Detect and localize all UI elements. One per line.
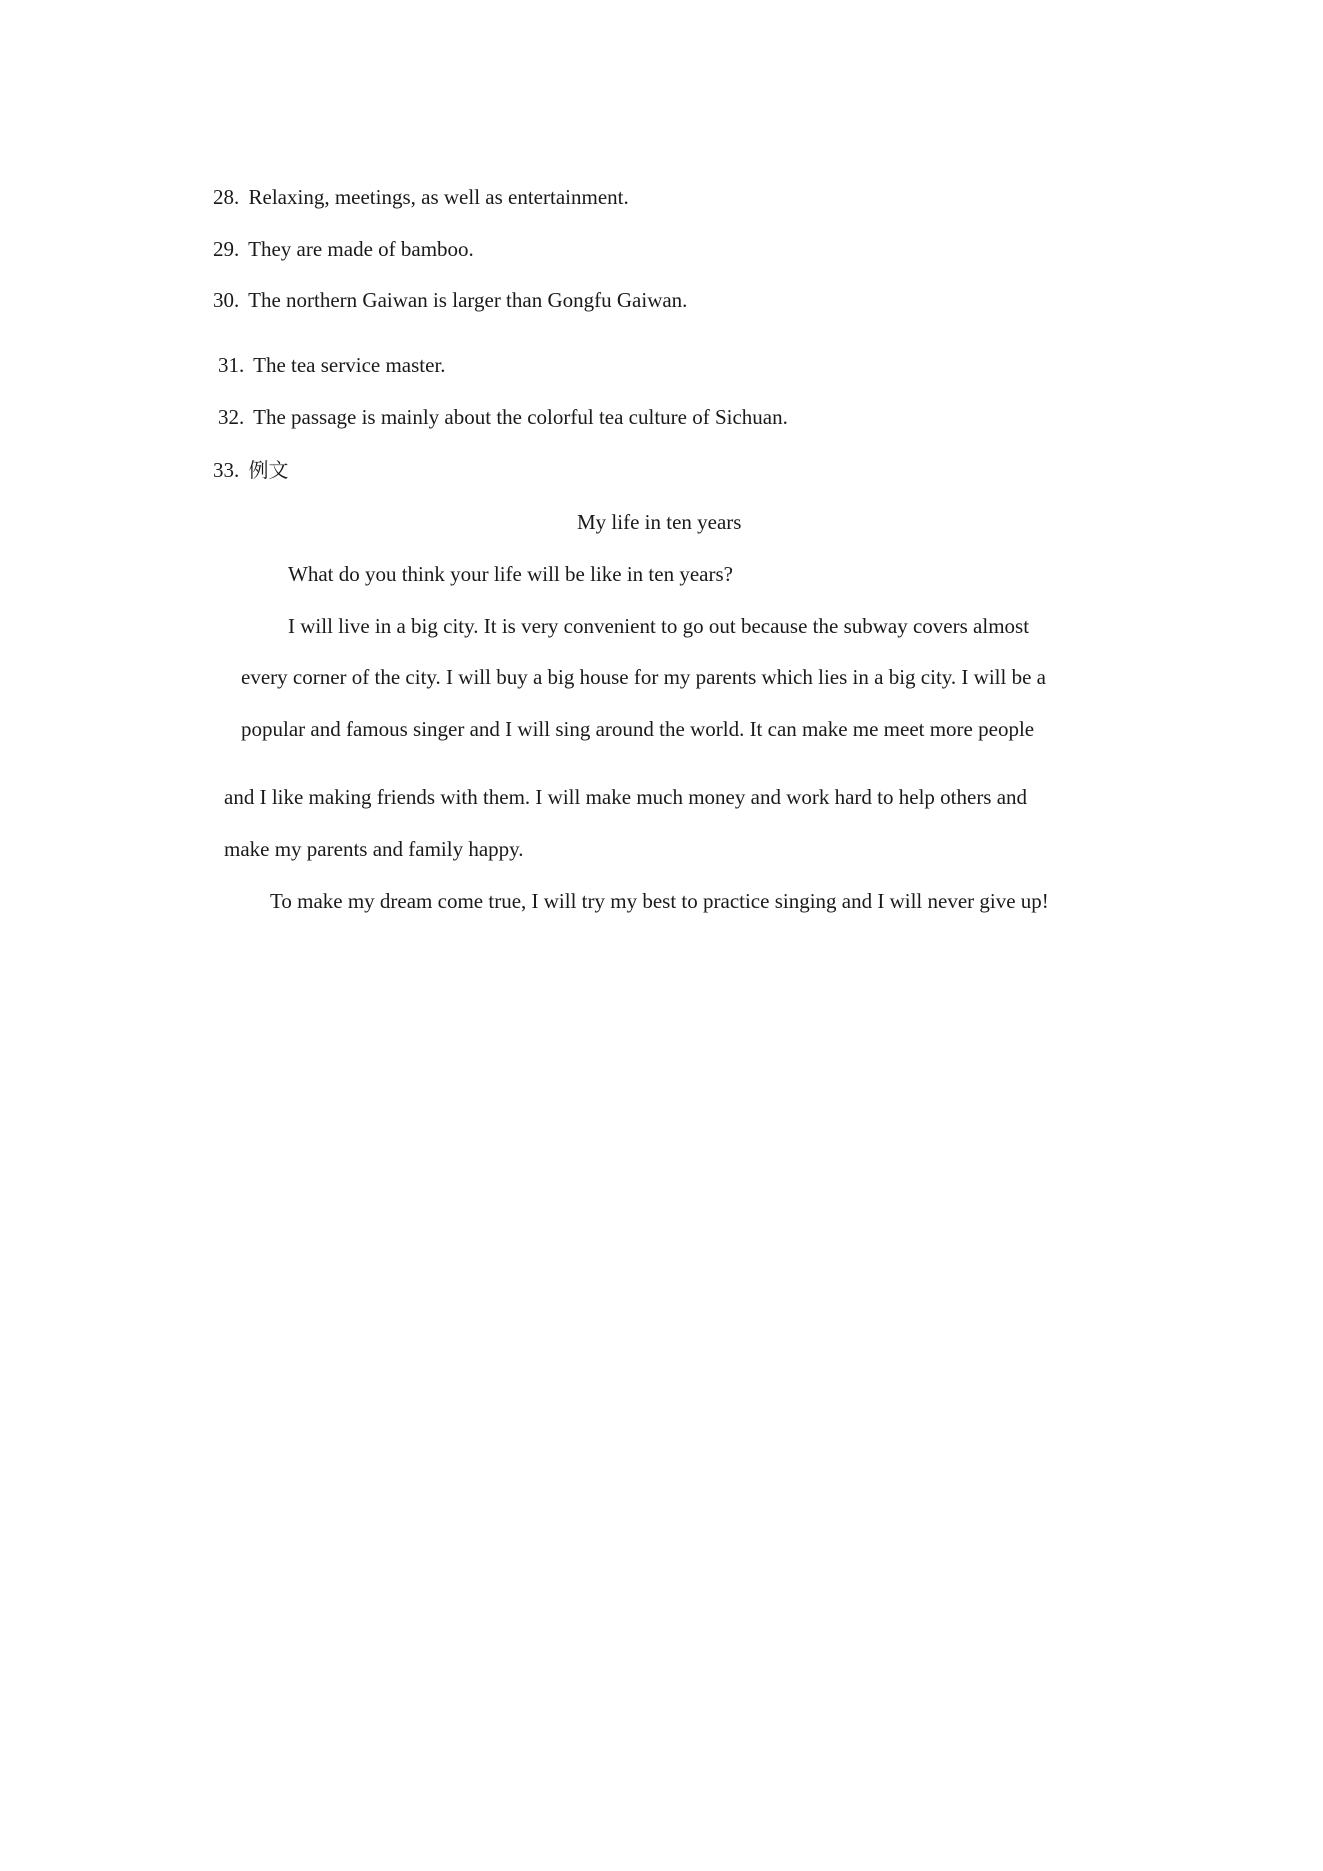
essay-title: My life in ten years (577, 510, 742, 534)
answer-number: 30. (213, 288, 240, 312)
answer-number: 29. (213, 237, 240, 261)
answer-text: 例文 (248, 458, 289, 482)
essay-line: and I like making friends with them. I will make much money and work hard to help others and (224, 785, 1028, 809)
answer-33 (213, 457, 289, 483)
answer-30 (213, 287, 687, 313)
answer-text: The tea service master. (253, 353, 446, 377)
answer-number: 33. (213, 458, 240, 482)
essay-line: What do you think your life will be like in ten years? (288, 562, 733, 586)
answer-number: 32. (218, 405, 245, 429)
answer-32 (218, 404, 788, 430)
essay-line: I will live in a big city. It is very convenient to go out because the subway covers almost (288, 614, 1030, 638)
essay-line: To make my dream come true, I will try my best to practice singing and I will never give up! (270, 889, 1049, 913)
answer-number: 31. (218, 353, 245, 377)
answer-31 (218, 352, 446, 378)
answer-text: They are made of bamboo. (248, 237, 474, 261)
answer-29 (213, 236, 474, 262)
answer-number: 28. (213, 185, 240, 209)
essay-line: make my parents and family happy. (224, 837, 524, 861)
answer-text: The northern Gaiwan is larger than Gongfu Gaiwan. (248, 288, 688, 312)
answer-text: The passage is mainly about the colorful tea culture of Sichuan. (253, 405, 788, 429)
essay-line: popular and famous singer and I will sing around the world. It can make me meet more people (241, 717, 1035, 741)
answer-text: Relaxing, meetings, as well as entertainment. (248, 185, 629, 209)
essay-line: every corner of the city. I will buy a big house for my parents which lies in a big city. I will be a (241, 665, 1046, 689)
answer-28 (213, 184, 629, 210)
